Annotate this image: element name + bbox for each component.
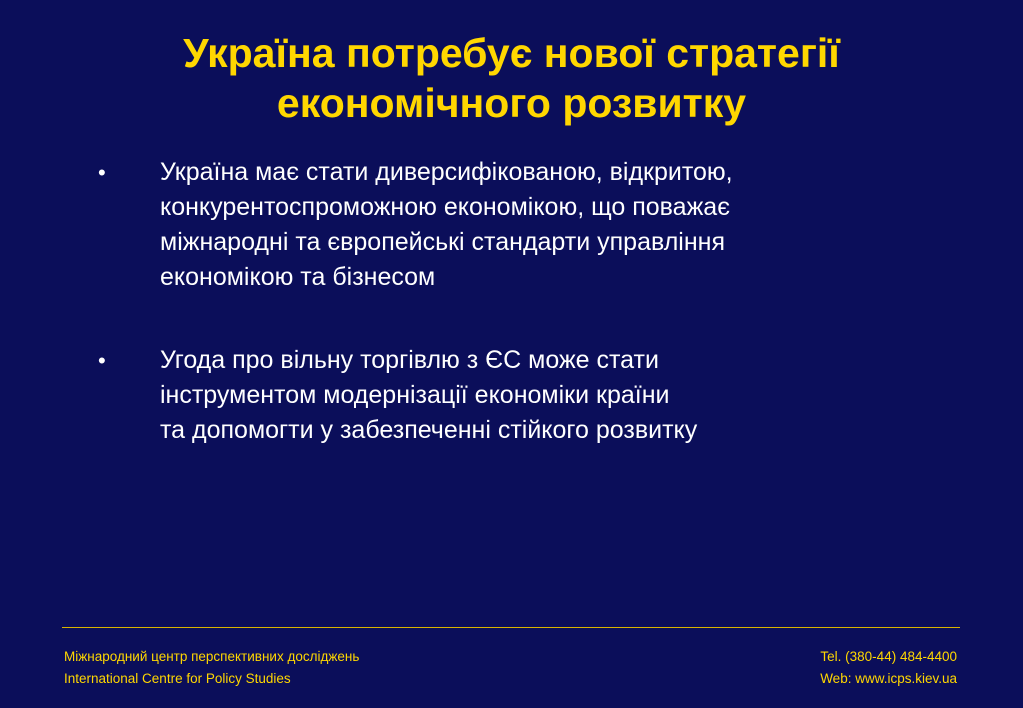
bullet-text-line: інструментом модернізації економіки країни	[160, 381, 670, 409]
bullet-text-line: Угода про вільну торгівлю з ЄС може стати	[160, 346, 659, 374]
contact-website: Web: www.icps.kiev.ua	[820, 671, 957, 686]
footer-contacts	[820, 646, 957, 690]
contact-telephone: Tel. (380-44) 484-4400	[820, 649, 957, 664]
footer-divider	[62, 627, 960, 628]
bullet-text-line: економікою та бізнесом	[160, 263, 436, 291]
slide-title-line-1: Україна потребує нової стратегії	[183, 30, 840, 76]
bullet-dot-icon: •	[98, 348, 106, 373]
bullet-list	[96, 155, 956, 448]
bullet-text-line: міжнародні та європейські стандарти управління	[160, 228, 725, 256]
bullet-text-line: конкурентоспроможною економікою, що поважає	[160, 193, 730, 221]
bullet-text-line: та допомогти у забезпеченні стійкого розвитку	[160, 416, 698, 444]
slide-title	[60, 28, 963, 128]
bullet-dot-icon: •	[98, 160, 106, 185]
bullet-text-line: Україна має стати диверсифікованою, відкритою,	[160, 158, 733, 186]
bullet-item	[96, 155, 956, 295]
organization-name-ua: Міжнародний центр перспективних досліджень	[64, 649, 360, 664]
footer-organization	[64, 646, 359, 690]
organization-name-en: International Centre for Policy Studies	[64, 671, 291, 686]
slide-title-line-2: економічного розвитку	[276, 80, 747, 126]
bullet-item	[96, 343, 956, 448]
